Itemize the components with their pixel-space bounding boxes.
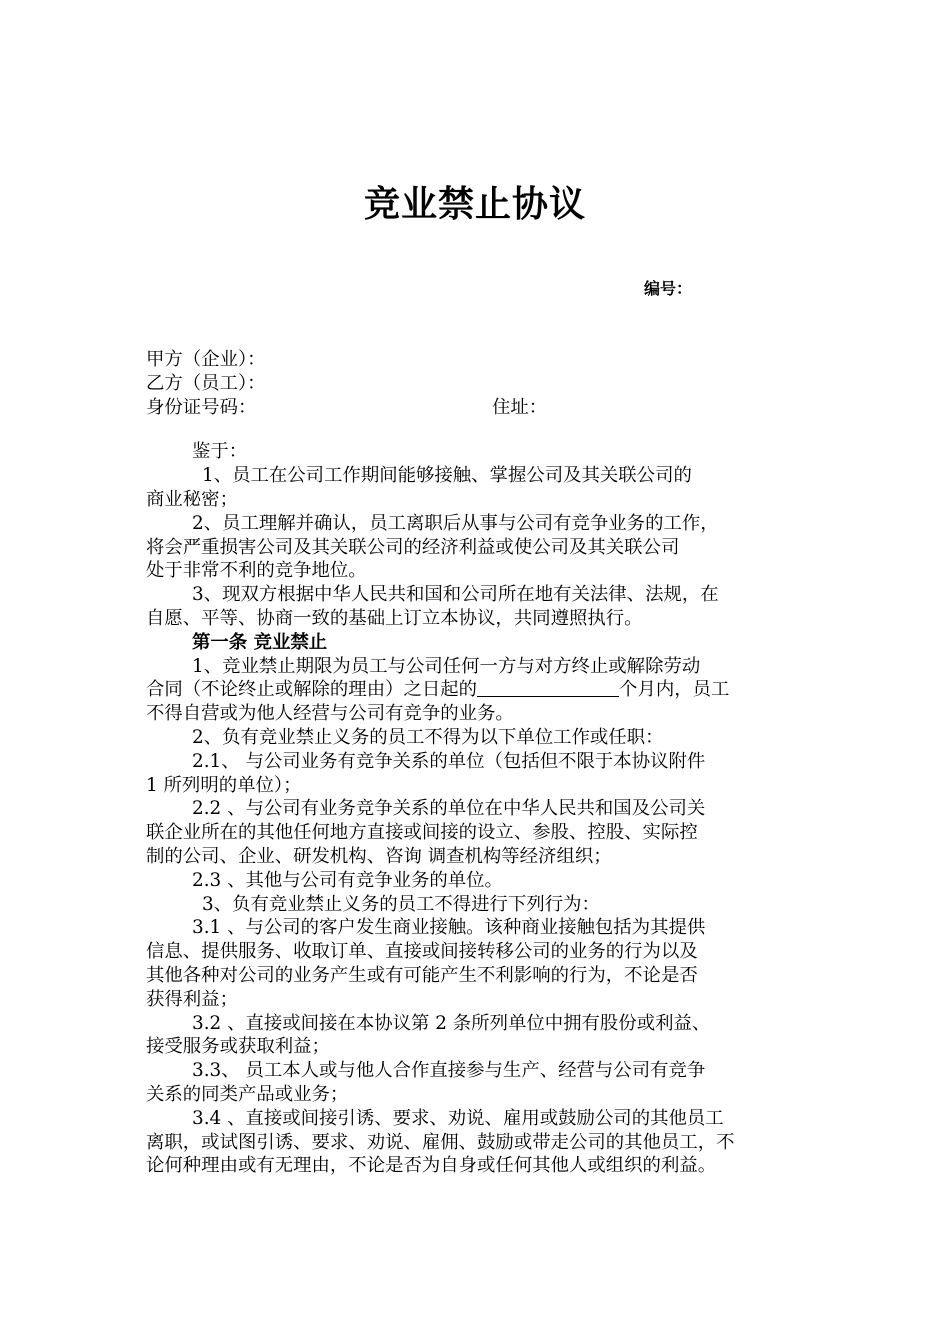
clause-3-4-line-1: 3.4 、直接或间接引诱、要求、劝说、雇用或鼓励公司的其他员工: [192, 1107, 724, 1129]
months-fill-in-blank: [477, 678, 619, 697]
clause-3-4-line-3: 论何种理由或有无理由，不论是否为自身或任何其他人或组织的利益。: [146, 1155, 717, 1177]
clause-1-text-before-blank: 合同（不论终止或解除的理由）之日起的: [146, 679, 478, 701]
clause-3-3-line-1: 3.3、 员工本人或与他人合作直接参与生产、经营与公司有竞争: [192, 1060, 706, 1082]
clause-3-2-line-2: 接受服务或获取利益；: [146, 1036, 330, 1058]
id-number-label: 身份证号码：: [146, 396, 257, 418]
article-1-clause-1-line-2: [146, 678, 826, 702]
article-1-clause-2: 2、负有竞业禁止义务的员工不得为以下单位工作或任职：: [192, 726, 664, 748]
clause-3-1-line-1: 3.1 、与公司的客户发生商业接触。该种商业接触包括为其提供: [192, 917, 706, 939]
clause-2-1-line-1: 2.1、 与公司业务有竞争关系的单位（包括但不限于本协议附件: [192, 750, 706, 772]
clause-3-2-line-1: 3.2 、直接或间接在本协议第 2 条所列单位中拥有股份或利益、: [192, 1012, 711, 1034]
clause-3-1-line-2: 信息、提供服务、收取订单、直接或间接转移公司的业务的行为以及: [146, 941, 698, 963]
id-address-line: [146, 396, 826, 420]
whereas-3-line-2: 自愿、平等、协商一致的基础上订立本协议，共同遵照执行。: [146, 607, 643, 629]
address-label: 住址：: [492, 396, 548, 418]
clause-2-2-line-2: 联企业所在的其他任何地方直接或间接的设立、参股、控股、实际控: [146, 822, 698, 844]
whereas-2-line-2: 将会严重损害公司及其关联公司的经济利益或使公司及其关联公司: [146, 536, 680, 558]
whereas-1-line-2: 商业秘密；: [146, 488, 238, 510]
article-1-clause-3: 3、负有竞业禁止义务的员工不得进行下列行为：: [202, 893, 600, 915]
clause-3-4-line-2: 离职，或试图引诱、要求、劝说、雇佣、鼓励或带走公司的其他员工，不: [146, 1131, 735, 1153]
whereas-heading: 鉴于：: [192, 441, 248, 463]
document-number-label: 编号：: [644, 279, 693, 298]
article-1-clause-1-line-3: 不得自营或为他人经营与公司有竞争的业务。: [146, 703, 514, 725]
article-1-clause-1-line-1: 1、竞业禁止期限为员工与公司任何一方与对方终止或解除劳动: [192, 655, 701, 677]
clause-1-text-after-blank: 个月内，员工: [619, 679, 730, 701]
whereas-3-line-1: 3、现双方根据中华人民共和国和公司所在地有关法律、法规，在: [192, 584, 719, 606]
clause-3-1-line-3: 其他各种对公司的业务产生或有可能产生不利影响的行为，不论是否: [146, 964, 698, 986]
clause-3-3-line-2: 关系的同类产品或业务；: [146, 1083, 349, 1105]
document-body: [146, 348, 826, 1178]
party-a-line: 甲方（企业）：: [146, 349, 266, 370]
party-b-line: 乙方（员工）：: [146, 372, 266, 394]
clause-2-1-line-2: 1 所列明的单位）；: [146, 774, 302, 796]
clause-2-2-line-3: 制的公司、企业、研发机构、咨询 调查机构等经济组织；: [146, 845, 612, 867]
article-1-heading: 第一条 竞业禁止: [192, 631, 328, 653]
whereas-2-line-1: 2、员工理解并确认，员工离职后从事与公司有竞争业务的工作，: [192, 512, 719, 534]
clause-2-3: 2.3 、其他与公司有竞争业务的单位。: [192, 869, 503, 891]
whereas-1-line-1: 1、员工在公司工作期间能够接触、掌握公司及其关联公司的: [202, 465, 692, 487]
document-title: 竞业禁止协议: [363, 184, 586, 225]
clause-3-1-line-4: 获得利益；: [146, 988, 238, 1010]
clause-2-2-line-1: 2.2 、与公司有业务竞争关系的单位在中华人民共和国及公司关: [192, 798, 706, 820]
whereas-2-line-3: 处于非常不利的竞争地位。: [146, 560, 367, 582]
